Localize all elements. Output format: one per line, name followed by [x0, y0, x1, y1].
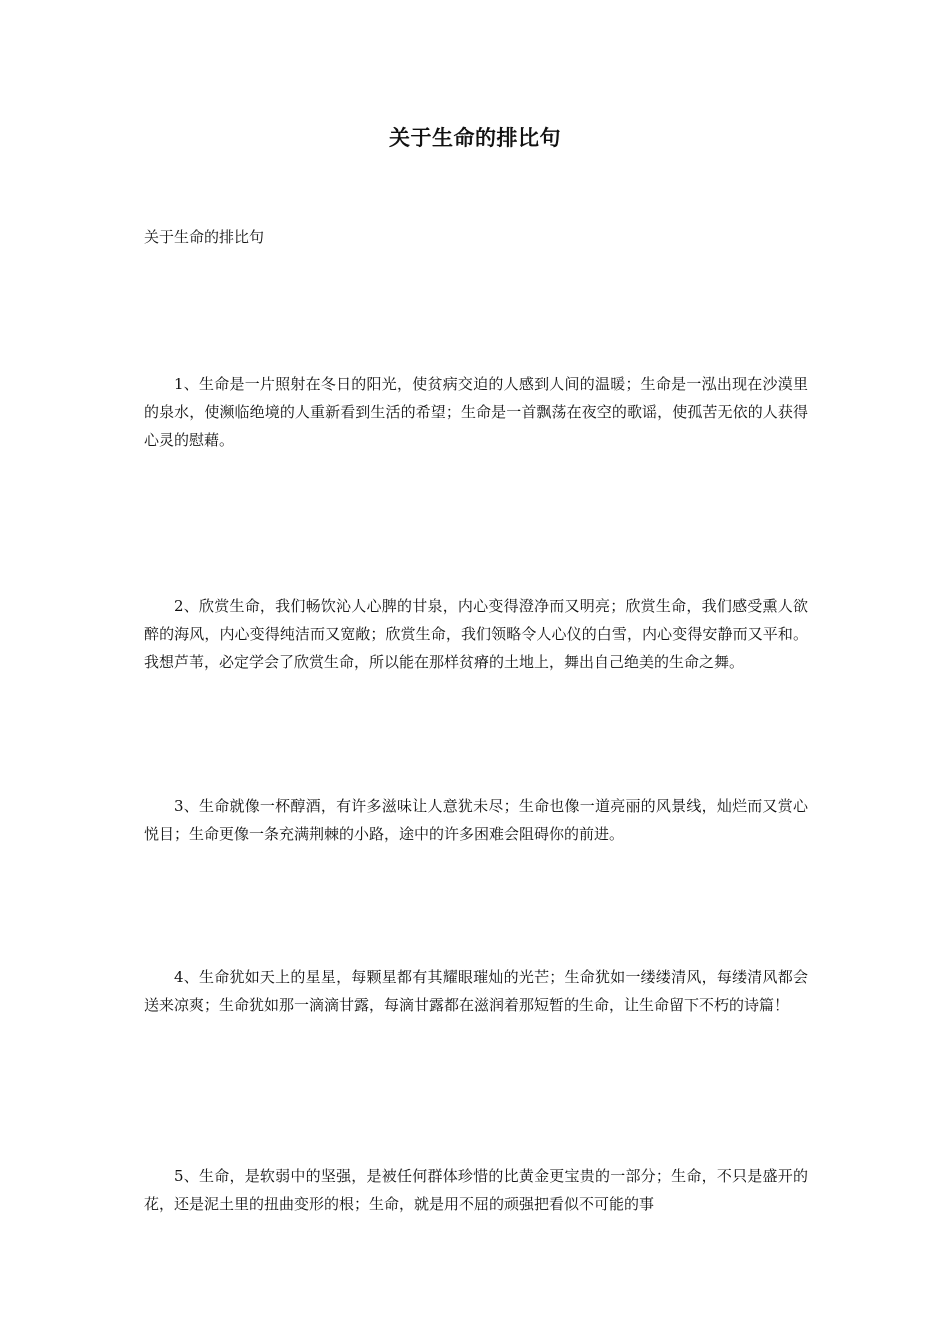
paragraph-2: 2、欣赏生命，我们畅饮沁人心脾的甘泉，内心变得澄净而又明亮；欣赏生命，我们感受熏人欲醉的海风，内心变得纯洁而又宽敞；欣赏生命，我们领略令人心仪的白雪，内心变得安静而又平和。我想芦苇，必定学会了欣赏生命，所以能在那样贫瘠的土地上，舞出自己绝美的生命之舞。: [144, 597, 808, 671]
paragraph-5: 5、生命，是软弱中的坚强，是被任何群体珍惜的比黄金更宝贵的一部分；生命，不只是盛开的花，还是泥土里的扭曲变形的根；生命，就是用不屈的顽强把看似不可能的事: [144, 1167, 808, 1213]
paragraph-4: 4、生命犹如天上的星星，每颗星都有其耀眼璀灿的光芒；生命犹如一缕缕清风，每缕清风都会送来凉爽；生命犹如那一滴滴甘露，每滴甘露都在滋润着那短暂的生命，让生命留下不朽的诗篇！: [144, 968, 808, 1014]
document-title: 关于生命的排比句: [389, 125, 561, 150]
paragraph-1: 1、生命是一片照射在冬日的阳光，使贫病交迫的人感到人间的温暖；生命是一泓出现在沙漠里的泉水，使濒临绝境的人重新看到生活的希望；生命是一首飘荡在夜空的歌谣，使孤苦无依的人获得心灵的慰藉。: [144, 375, 808, 449]
document-subtitle: 关于生命的排比句: [144, 228, 265, 246]
paragraph-3: 3、生命就像一杯醇酒，有许多滋味让人意犹未尽；生命也像一道亮丽的风景线，灿烂而又赏心悦目；生命更像一条充满荆棘的小路，途中的许多困难会阻碍你的前进。: [144, 797, 808, 843]
